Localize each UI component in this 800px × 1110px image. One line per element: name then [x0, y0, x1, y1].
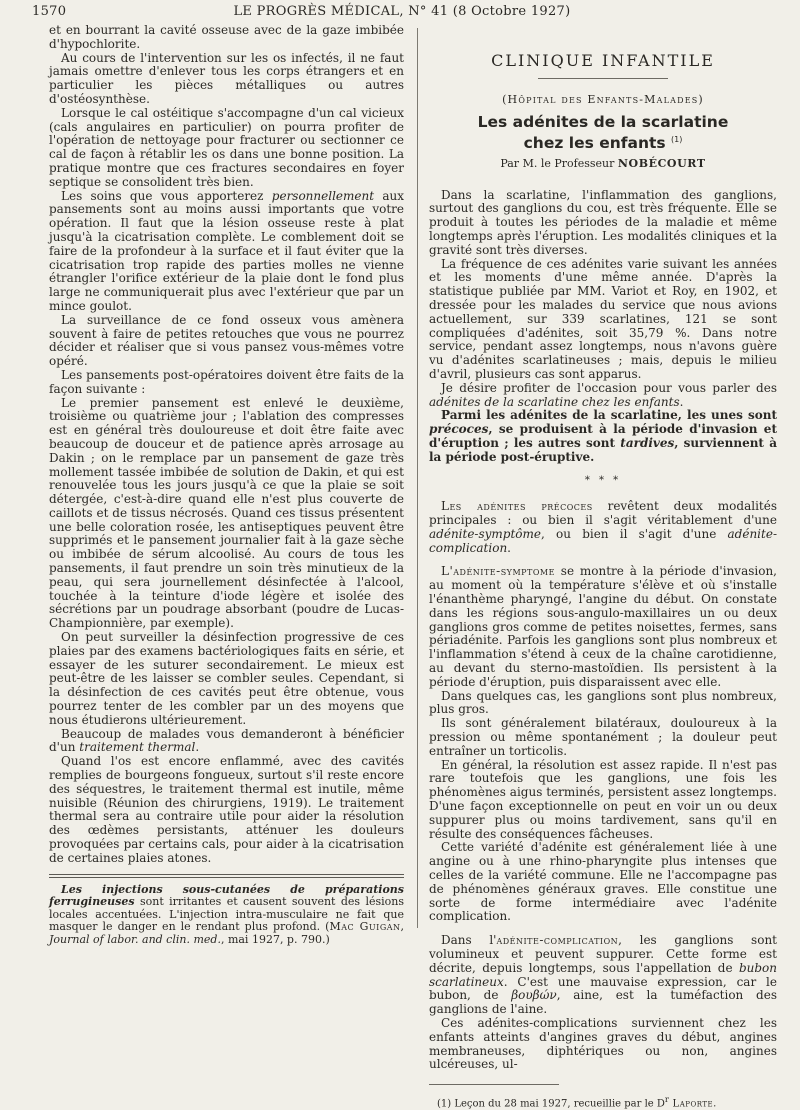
small-caps-run: L'adénite-symptome	[441, 564, 555, 579]
paragraph: Dans quelques cas, les ganglions sont plus nombreux, plus gros.	[429, 688, 777, 717]
text-run: , les ganglions sont volumineux et peuvent suppurer. Cette forme est décrite, depuis longtemps, sous l'appellation de	[429, 933, 777, 975]
paragraph: Le premier pansement est enlevé le deuxième, troisième ou quatrième jour ; l'ablation des compresses est en général très douloureuse et doit être faite avec beaucoup de douceur et de patience après arrosage au Dakin ; on le remplace par un pansement de gaze très mollement tassée imbibée de solution de Dakin, et qui est renouvelée tous les jours jusqu'à ce que la plaie se soit détergée, c'est-à-dire quand elle n'est plus couverte de caillots et de tissus nécrosés. Quand ces tissus présentent une belle coloration rosée, les antiseptiques peuvent être supprimés et le pansement journalier fait à la gaze sèche ou imbibée de sérum alcoolisé. Au cours de tous les pansements, il faut prendre un soin très minutieux de la peau, qui sera journellement désinfectée à l'alcool, touchée à la teinture d'iode légère et isolée des sécrétions par un poudrage absorbant (poudre de Lucas-Championnière, par exemple).	[49, 395, 404, 631]
text-run: (1) Leçon du 28 mai 1927, recueillie par le D	[437, 1098, 665, 1110]
text-run: Je désire profiter de l'occasion pour vous parler des	[441, 380, 777, 395]
text-run: .	[713, 1098, 717, 1110]
byline-author: NOBÉCOURT	[617, 156, 706, 170]
paragraph: On peut surveiller la désinfection progressive de ces plaies par des examens bactériologiques faits en série, et essayer de les suturer secondairement. Le mieux est peut-être de les laisser se combler seules. Cependant, si la désinfection de ces cavités peut être obtenue, vous pourrez tenter de les combler par un des moyens que nous étudierons ultérieurement.	[49, 630, 404, 727]
small-caps-run: Laporte	[668, 1098, 714, 1110]
emphasis: bubon scarlatineux	[429, 960, 777, 989]
text-run: sont irritantes et causent souvent des lésions locales accentuées. L'injection intra-musculaire ne fait que masquer le danger en le rendant plus profond. (	[49, 895, 404, 934]
section-rubric: CLINIQUE INFANTILE	[491, 51, 715, 70]
paragraph: Cette variété d'adénite est généralement liée à une angine ou à une rhino-pharyngite plus intenses que celles de la variété commune. Elle ne l'accompagne pas de phénomènes généraux graves. Elle constitue une sorte de forme intermédiaire avec l'adénite complication.	[429, 840, 777, 924]
text-run: , mai 1927, p. 790.)	[220, 932, 330, 946]
greek-word: βουβών	[511, 988, 557, 1003]
paragraph	[429, 382, 777, 410]
superscript: r	[664, 1094, 669, 1105]
emphasis: traitement thermal	[79, 740, 196, 755]
right-column	[429, 50, 777, 1110]
small-caps-run: adénite-complication	[496, 933, 619, 948]
running-head	[32, 4, 772, 22]
text-run: , surviennent à la période post-éruptive.	[429, 435, 777, 464]
journal-title: LE PROGRÈS MÉDICAL, N° 41 (8 Octobre 1927)	[233, 4, 571, 19]
small-caps-run: Les adénites précoces	[441, 499, 593, 514]
footnote	[429, 1093, 777, 1110]
byline	[429, 157, 777, 171]
section-separator: * * *	[584, 475, 622, 487]
text-run: .	[507, 540, 511, 555]
paragraph: La surveillance de ce fond osseux vous amènera souvent à faire de petites retouches que vous ne pourrez décider et réaliser que si vous pansez vous-mêmes votre opéré.	[49, 312, 404, 369]
paragraph: Lorsque le cal ostéitique s'accompagne d'un cal vicieux (cals angulaires en particulier) on pourra profiter de l'opération de nettoyage pour fracturer ou sectionner ce cal de façon à rétablir les os dans une bonne position. La pratique montre que ces fractures secondaires en foyer septique se consolident très bien.	[49, 105, 404, 189]
byline-prefix: Par M. le Professeur	[500, 156, 618, 170]
text-run: aux pansements sont au moins aussi importants que votre opération. Il faut que la lésion osseuse reste à plat jusqu'à la cicatrisation complète. Le comblement doit se faire de la profondeur à la surface et il faut éviter que la cicatrisation trop rapide des parties molles ne vienne étrangler l'orifice extérieur de la plaie dont le fond plus large ne communiquerait plus avec l'extérieur que par un mince goulot.	[49, 188, 405, 313]
paragraph: Dans la scarlatine, l'inflammation des ganglions, surtout des ganglions du cou, est très fréquente. Elle se produit à toutes les périodes de la maladie et même longtemps après l'éruption. Les modalités cliniques et la gravité sont très diverses.	[429, 187, 777, 257]
paragraph: La fréquence de ces adénites varie suivant les années et les moments d'une même année. D'après la statistique publiée par MM. Variot et Roy, en 1902, et dressée pour les malades du service que nous avions actuellement, sur 339 scarlatines, 121 se sont compliquées d'adénites, soit 35,79 %. Dans notre service, pendant assez longtemps, nous n'avons guère vu d'adénites scarlatineuses ; mais, depuis le milieu d'avril, plusieurs cas sont apparus.	[429, 256, 777, 381]
emphasis: adénite-symptôme	[429, 526, 542, 541]
title-text: chez les enfants	[523, 133, 666, 152]
emphasis: personnellement	[271, 188, 375, 203]
article-title	[429, 113, 777, 152]
paragraph	[49, 728, 404, 756]
paragraph: et en bourrant la cavité osseuse avec de la gaze imbibée d'hypochlorite.	[49, 23, 404, 51]
emphasis: adénites de la scarlatine chez les enfants	[429, 394, 680, 409]
title-line: Les adénites de la scarlatine	[477, 112, 729, 131]
text-run: Les soins que vous apporterez	[61, 188, 272, 203]
text-run: Beaucoup de malades vous demanderont à bénéficier d'un	[49, 726, 404, 755]
abstract-source: Journal of labor. and clin. med.	[49, 932, 221, 946]
paragraph	[429, 500, 777, 555]
text-run: se montre à la période d'invasion, au moment où la température s'élève et où s'installe l'énanthème pharyngé, l'angine du début. On constate dans les régions sous-angulo-maxillaires un ou deux ganglions gros comme de petites noisettes, fermes, sans périadénite. Parfois les ganglions sont plus nombreux et l'inflammation s'étend à ceux de la chaîne carotidienne, au devant du sterno-mastoïdien. Ils persistent à la période d'éruption, puis disparaissent avec elle.	[429, 564, 777, 689]
abstract-paragraph: Les injections sous-cutanées de préparations ferrugineuses sont irritantes et causent souvent des lésions locales accentuées. L'injection intra-musculaire ne fait que masquer le danger en le rendant plus profond. (Mac Guigan, Journal of labor. and clin. med., mai 1927, p. 790.)	[49, 882, 405, 946]
text-run: revêtent deux modalités principales : ou bien il s'agit véritablement d'une	[429, 499, 777, 528]
column-divider	[417, 28, 418, 928]
title-line	[429, 131, 777, 152]
emphasis: tardives	[620, 435, 675, 450]
page-number: 1570	[32, 4, 67, 19]
paragraph: En général, la résolution est assez rapide. Il n'est pas rare toutefois que les ganglions, une fois les phénomènes aigus terminés, persistent assez longtemps. D'une façon exceptionnelle on peut en voir un ou deux suppurer plus ou moins tardivement, sans qu'il en résulte des conséquences fâcheuses.	[429, 757, 777, 841]
text-run: , aine, est la tuméfaction des ganglions de l'aine.	[429, 988, 777, 1017]
rubric-rule	[538, 78, 668, 79]
footnote-marker: (1)	[671, 134, 683, 144]
abstract-box	[49, 878, 404, 947]
abstract-author: Mac Guigan	[329, 920, 401, 934]
emphasis: adénite-complication	[429, 526, 777, 555]
left-column	[49, 24, 404, 947]
text-run: Dans l'	[441, 933, 497, 948]
paragraph: Ces adénites-complications surviennent chez les enfants atteints d'angines graves du début, angines membraneuses, diphtériques ou non, angines ulcéreuses, ul-	[429, 1015, 777, 1072]
abstract-rule	[49, 874, 404, 875]
abstract-title: Les injections sous-cutanées de préparations ferrugineuses	[49, 882, 404, 909]
emphasis: précoces	[429, 422, 489, 437]
footnote-rule	[429, 1084, 559, 1085]
bold-run	[429, 408, 777, 463]
paragraph: Au cours de l'intervention sur les os infectés, il ne faut jamais omettre d'enlever tous les corps étrangers et en particulier les pièces métalliques ou autres d'ostéosynthèse.	[49, 50, 404, 106]
paragraph: Quand l'os est encore enflammé, avec des cavités remplies de bourgeons fongueux, surtout s'il reste encore des séquestres, le traitement thermal est inutile, même nuisible (Réunion des chirurgiens, 1919). Le traitement thermal sera au contraire utile pour aider la résolution des œdèmes persistants, atténuer les douleurs provoquées par certains cals, pour aider à la cicatrisation de certaines plaies atones.	[49, 754, 404, 865]
text-run: , ou bien il s'agit d'une	[541, 526, 728, 541]
paragraph	[49, 190, 404, 314]
text-run: .	[195, 740, 200, 755]
section-subrubric: (Hôpital des Enfants-Malades)	[502, 92, 704, 106]
text-run: . C'est une mauvaise expression, car le bubon, de	[429, 974, 777, 1003]
paragraph	[429, 565, 777, 689]
text-run: .	[679, 394, 684, 409]
paragraph	[429, 409, 777, 464]
text-run: , se produisent à la période d'invasion et d'éruption ; les autres sont	[429, 422, 777, 450]
paragraph	[429, 934, 777, 1017]
text-run: Parmi les adénites de la scarlatine, les unes sont	[441, 408, 777, 423]
paragraph: Ils sont généralement bilatéraux, douloureux à la pression ou même spontanément ; la douleur peut entraîner un torticolis.	[429, 716, 777, 758]
paragraph: Les pansements post-opératoires doivent être faits de la façon suivante :	[49, 367, 404, 396]
